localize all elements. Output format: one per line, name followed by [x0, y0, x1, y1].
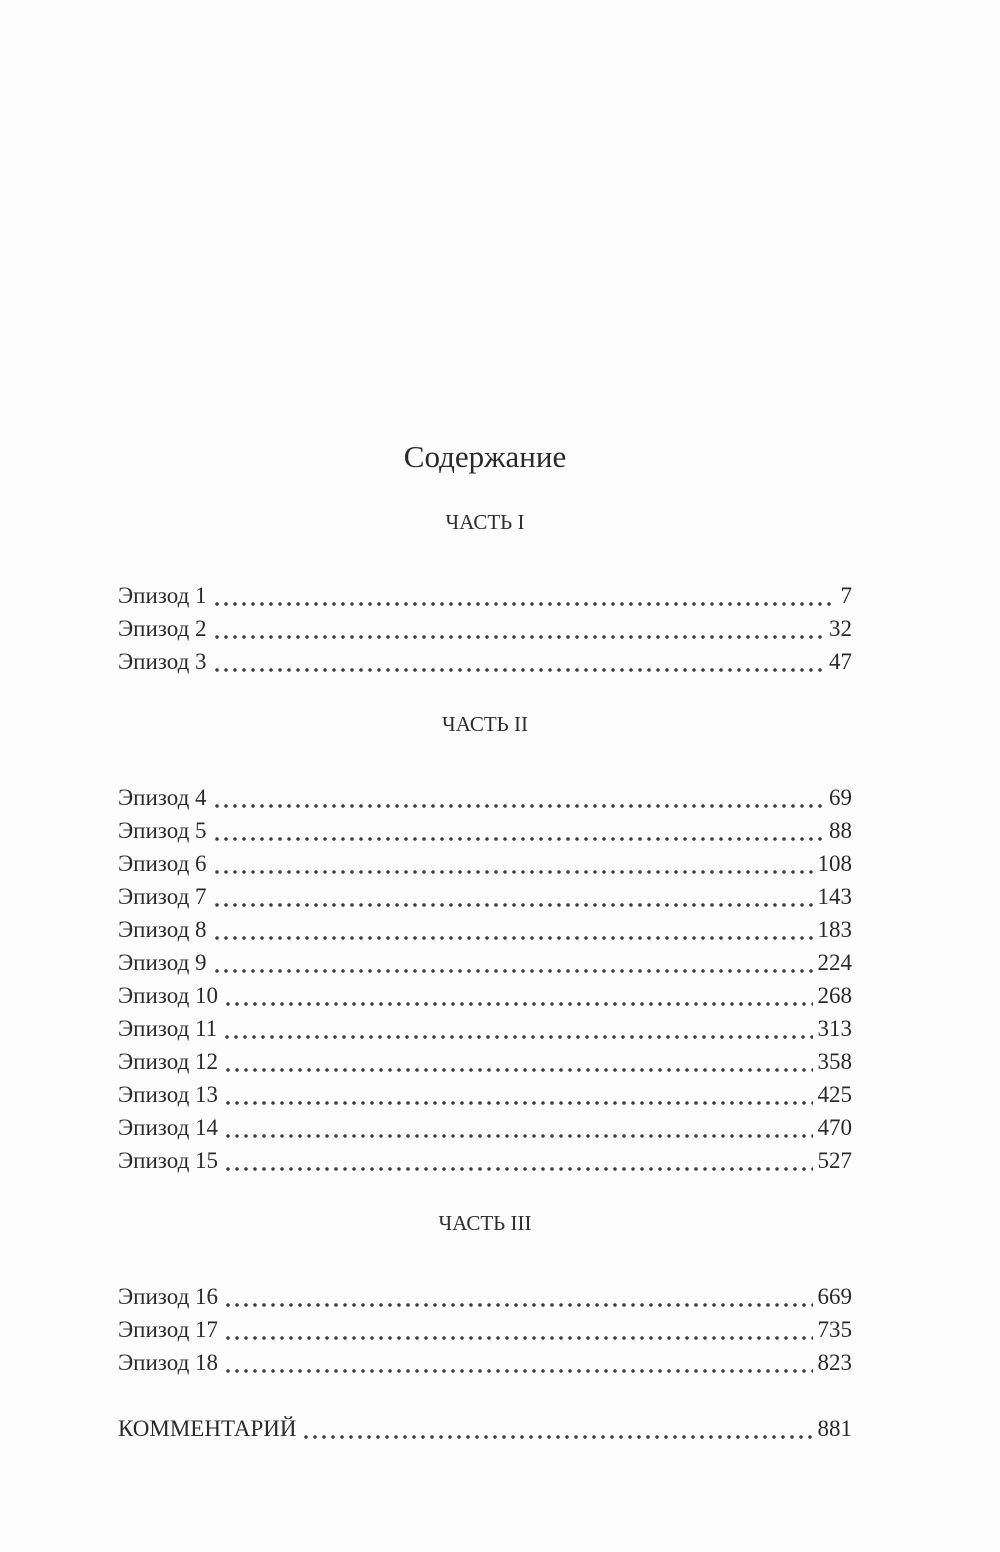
toc-entry-label: Эпизод 10: [118, 983, 219, 1008]
toc-entry: [118, 979, 852, 1012]
page-title: Содержание: [403, 439, 567, 474]
toc-entry-page: 224: [817, 950, 852, 975]
dot-leader: [215, 913, 813, 940]
toc-entry-list: [118, 1280, 852, 1379]
toc-entry: [118, 1078, 852, 1111]
part-heading: ЧАСТЬ I: [445, 510, 525, 534]
dot-leader: [215, 946, 813, 973]
toc-entry: [118, 1045, 852, 1078]
toc-entry-page: 108: [817, 851, 852, 876]
part-heading: ЧАСТЬ III: [438, 1211, 532, 1235]
toc-entry-page: 88: [829, 818, 852, 843]
dot-leader: [226, 1144, 812, 1171]
toc-entry-label: Эпизод 12: [118, 1049, 219, 1074]
dot-leader: [226, 1078, 812, 1105]
toc-entry-page: 669: [817, 1284, 852, 1309]
part-heading: ЧАСТЬ II: [442, 712, 528, 736]
toc-entry-page: 425: [817, 1082, 852, 1107]
toc-entry-label: Эпизод 5: [118, 818, 207, 843]
toc-entry-label: Эпизод 8: [118, 917, 207, 942]
toc-entry-page: 32: [829, 616, 852, 641]
dot-leader: [215, 814, 824, 841]
toc-entry-page: 183: [817, 917, 852, 942]
toc-entry: [118, 612, 852, 645]
toc-entry-label: Эпизод 11: [118, 1016, 218, 1041]
toc-entry-label: Эпизод 16: [118, 1284, 219, 1309]
dot-leader: [226, 979, 812, 1006]
dot-leader: [215, 612, 824, 639]
toc-entry-label: Эпизод 15: [118, 1148, 219, 1173]
dot-leader: [225, 1012, 812, 1039]
toc-entry-label: Эпизод 1: [118, 583, 207, 608]
toc-entry: [118, 1144, 852, 1177]
toc-entry-page: 313: [817, 1016, 852, 1041]
toc-content: [118, 438, 852, 1445]
toc-entry: [118, 579, 852, 612]
toc-entry-label: Эпизод 13: [118, 1082, 219, 1107]
toc-entry-label: Эпизод 17: [118, 1317, 219, 1342]
toc-entry-label: Эпизод 7: [118, 884, 207, 909]
dot-leader: [215, 847, 813, 874]
toc-entry-label: Эпизод 6: [118, 851, 207, 876]
toc-entry: [118, 880, 852, 913]
dot-leader: [304, 1412, 812, 1439]
toc-entry: [118, 913, 852, 946]
toc-entry-page: 358: [817, 1049, 852, 1074]
toc-entry: [118, 1012, 852, 1045]
toc-entry-page: 268: [817, 983, 852, 1008]
toc-entry-list: [118, 579, 852, 678]
dot-leader: [226, 1280, 812, 1307]
toc-entry: [118, 847, 852, 880]
toc-entry: [118, 1111, 852, 1144]
dot-leader: [215, 579, 836, 606]
toc-entry-commentary: [118, 1412, 852, 1445]
toc-entry-list: [118, 781, 852, 1177]
toc-entry-label: Эпизод 14: [118, 1115, 219, 1140]
dot-leader: [215, 880, 813, 907]
toc-entry-label: Эпизод 2: [118, 616, 207, 641]
toc-entry: [118, 781, 852, 814]
toc-entry-label: Эпизод 4: [118, 785, 207, 810]
dot-leader: [226, 1111, 812, 1138]
toc-entry: [118, 1280, 852, 1313]
toc-entry-page: 47: [829, 649, 852, 674]
toc-entry-page: 143: [817, 884, 852, 909]
toc-entry: [118, 1346, 852, 1379]
toc-entry-label: Эпизод 18: [118, 1350, 219, 1375]
dot-leader: [215, 781, 824, 808]
toc-entry-label: КОММЕНТАРИЙ: [118, 1416, 297, 1441]
toc-entry-label: Эпизод 9: [118, 950, 207, 975]
toc-entry: [118, 645, 852, 678]
toc-entry: [118, 814, 852, 847]
dot-leader: [226, 1346, 812, 1373]
dot-leader: [215, 645, 824, 672]
toc-entry-page: 7: [840, 583, 852, 608]
toc-entry: [118, 1313, 852, 1346]
dot-leader: [226, 1313, 812, 1340]
toc-entry-page: 823: [817, 1350, 852, 1375]
toc-entry: [118, 946, 852, 979]
toc-sections: [118, 509, 852, 1379]
toc-entry-page: 470: [817, 1115, 852, 1140]
toc-entry-page: 881: [817, 1416, 852, 1441]
toc-entry-page: 735: [817, 1317, 852, 1342]
toc-entry-page: 527: [817, 1148, 852, 1173]
dot-leader: [226, 1045, 812, 1072]
toc-entry-page: 69: [829, 785, 852, 810]
toc-entry-label: Эпизод 3: [118, 649, 207, 674]
